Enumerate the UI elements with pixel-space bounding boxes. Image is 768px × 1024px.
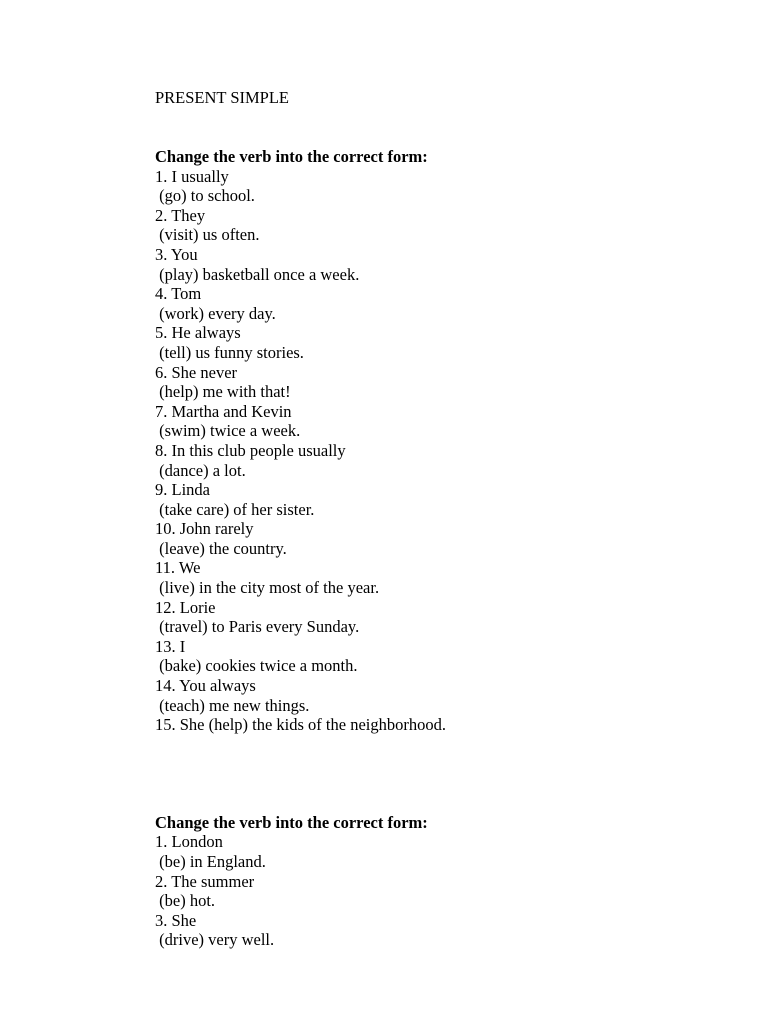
exercise-section-1 [155, 147, 715, 735]
exercise-line: 4. Tom [155, 284, 202, 304]
exercise-line: 13. I [155, 636, 186, 656]
exercise-section-2 [155, 813, 715, 950]
exercise-line: 12. Lorie [155, 597, 216, 617]
exercise-line: (swim) twice a week. [155, 421, 301, 441]
exercise-line: 6. She never [155, 362, 238, 382]
exercise-line: 11. We [155, 558, 201, 578]
exercise-line: (tell) us funny stories. [155, 342, 304, 362]
exercise-line: 3. She [155, 910, 197, 930]
exercise-line: (help) me with that! [155, 382, 291, 402]
document-page [155, 88, 715, 950]
exercise-line: (be) in England. [155, 852, 266, 871]
exercise-line: 7. Martha and Kevin [155, 401, 292, 421]
exercise-line: 5. He always [155, 323, 241, 343]
exercise-line: (drive) very well. [155, 930, 275, 950]
exercise-line: 1. London [155, 832, 223, 852]
exercise-line: (teach) me new things. [155, 695, 310, 715]
exercise-line: 1. I usually [155, 166, 229, 186]
exercise-heading: Change the verb into the correct form: [155, 812, 428, 832]
document-title: PRESENT SIMPLE [155, 88, 290, 107]
exercise-line: 2. They [155, 205, 206, 225]
exercise-line: 2. The summer [155, 871, 255, 891]
exercise-line: 15. She (help) the kids of the neighborhood. [155, 715, 446, 735]
exercise-line: (go) to school. [155, 186, 255, 206]
exercise-line: (take care) of her sister. [155, 499, 315, 519]
exercise-heading: Change the verb into the correct form: [155, 147, 428, 166]
exercise-line: (be) hot. [155, 891, 216, 911]
exercise-line: (leave) the country. [155, 538, 287, 558]
exercise-line: (visit) us often. [155, 225, 260, 245]
exercise-line: (dance) a lot. [155, 460, 246, 480]
exercise-line: 9. Linda [155, 480, 210, 500]
exercise-line: (play) basketball once a week. [155, 264, 360, 284]
exercise-line: (work) every day. [155, 303, 276, 323]
exercise-line: (live) in the city most of the year. [155, 578, 380, 598]
exercise-line: (travel) to Paris every Sunday. [155, 617, 360, 637]
exercise-line: (bake) cookies twice a month. [155, 656, 358, 676]
exercise-line: 8. In this club people usually [155, 440, 346, 460]
exercise-line: 14. You always [155, 676, 256, 696]
exercise-line: 10. John rarely [155, 519, 254, 539]
exercise-line: 3. You [155, 244, 198, 264]
